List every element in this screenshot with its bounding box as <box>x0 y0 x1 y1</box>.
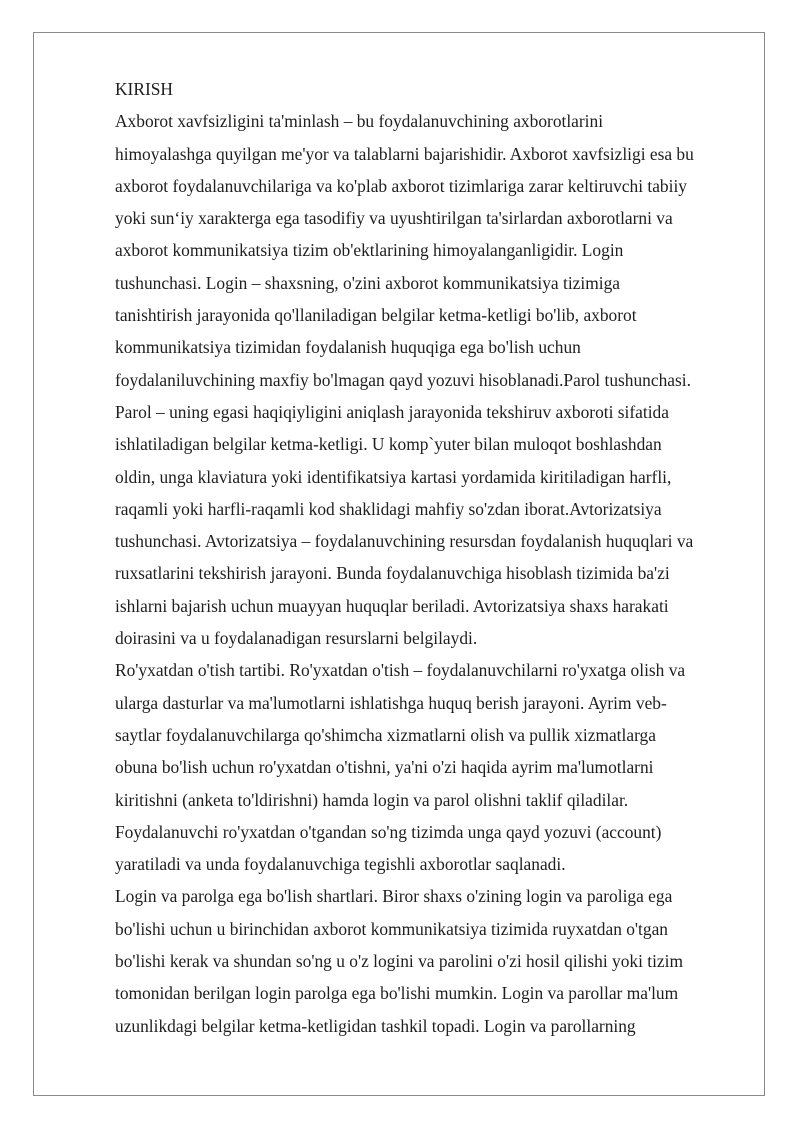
text-line: yoki sun‘iy xarakterga ega tasodifiy va uyushtirilgan ta'sirlardan axborotlarni va <box>115 208 673 229</box>
text-line: raqamli yoki harfli-raqamli kod shaklidagi mahfiy so'zdan iborat.Avtorizatsiya <box>115 498 662 519</box>
text-line: tanishtirish jarayonida qo'llaniladigan belgilar ketma-ketligi bo'lib, axborot <box>115 305 637 326</box>
text-line: tushunchasi. Login – shaxsning, o'zini axborot kommunikatsiya tizimiga <box>115 272 620 293</box>
text-line: kommunikatsiya tizimidan foydalanish huquqiga ega bo'lish uchun <box>115 337 581 358</box>
text-line: Parol – uning egasi haqiqiyligini aniqlash jarayonida tekshiruv axboroti sifatida <box>115 401 669 422</box>
text-line: ishlarni bajarish uchun muayyan huquqlar beriladi. Avtorizatsiya shaxs harakati <box>115 595 669 616</box>
text-line: tushunchasi. Avtorizatsiya – foydalanuvchining resursdan foydalanish huquqlari va <box>115 531 694 552</box>
text-line: kiritishni (anketa to'ldirishni) hamda login va parol olishni taklif qiladilar. <box>115 789 629 810</box>
text-line: bo'lishi kerak va shundan so'ng u o'z logini va parolini o'zi hosil qilishi yoki tizim <box>115 951 684 972</box>
text-line: oldin, unga klaviatura yoki identifikatsiya kartasi yordamida kiritiladigan harfli, <box>115 466 672 487</box>
text-line: ishlatiladigan belgilar ketma-ketligi. U komp`yuter bilan muloqot boshlashdan <box>115 434 662 455</box>
text-line: foydalaniluvchining maxfiy bo'lmagan qayd yozuvi hisoblanadi.Parol tushunchasi. <box>115 369 691 390</box>
text-line: Foydalanuvchi ro'yxatdan o'tgandan so'ng tizimda unga qayd yozuvi (account) <box>115 821 662 842</box>
text-line: Axborot xavfsizligini ta'minlash – bu foydalanuvchining axborotlarini <box>115 111 604 132</box>
text-line: obuna bo'lish uchun ro'yxatdan o'tishni, ya'ni o'zi haqida ayrim ma'lumotlarni <box>115 757 654 778</box>
text-line: yaratiladi va unda foydalanuvchiga tegishli axborotlar saqlanadi. <box>115 854 566 875</box>
text-line: Ro'yxatdan o'tish tartibi. Ro'yxatdan o'tish – foydalanuvchilarni ro'yxatga olish va <box>115 660 686 681</box>
text-line: himoyalashga quyilgan me'yor va talablarni bajarishidir. Axborot xavfsizligi esa bu <box>115 143 694 164</box>
text-line: uzunlikdagi belgilar ketma-ketligidan tashkil topadi. Login va parollarning <box>115 1015 636 1036</box>
text-line: ularga dasturlar va ma'lumotlarni ishlatishga huquq berish jarayoni. Ayrim veb- <box>115 692 667 713</box>
text-line: axborot foydalanuvchilariga va ko'plab axborot tizimlariga zarar keltiruvchi tabiiy <box>115 175 687 196</box>
text-line: ruxsatlarini tekshirish jarayoni. Bunda foydalanuvchiga hisoblash tizimida ba'zi <box>115 563 670 584</box>
text-line: bo'lishi uchun u birinchidan axborot kommunikatsiya tizimida ruyxatdan o'tgan <box>115 918 669 939</box>
document-body <box>115 73 750 1042</box>
text-line: tomonidan berilgan login parolga ega bo'lishi mumkin. Login va parollar ma'lum <box>115 983 679 1004</box>
heading-kirish: KIRISH <box>115 79 173 99</box>
text-line: axborot kommunikatsiya tizim ob'ektlarining himoyalanganligidir. Login <box>115 240 624 261</box>
text-line: Login va parolga ega bo'lish shartlari. Biror shaxs o'zining login va paroliga ega <box>115 886 673 907</box>
text-line: doirasini va u foydalanadigan resurslarni belgilaydi. <box>115 628 478 649</box>
text-line: saytlar foydalanuvchilarga qo'shimcha xizmatlarni olish va pullik xizmatlarga <box>115 724 656 745</box>
